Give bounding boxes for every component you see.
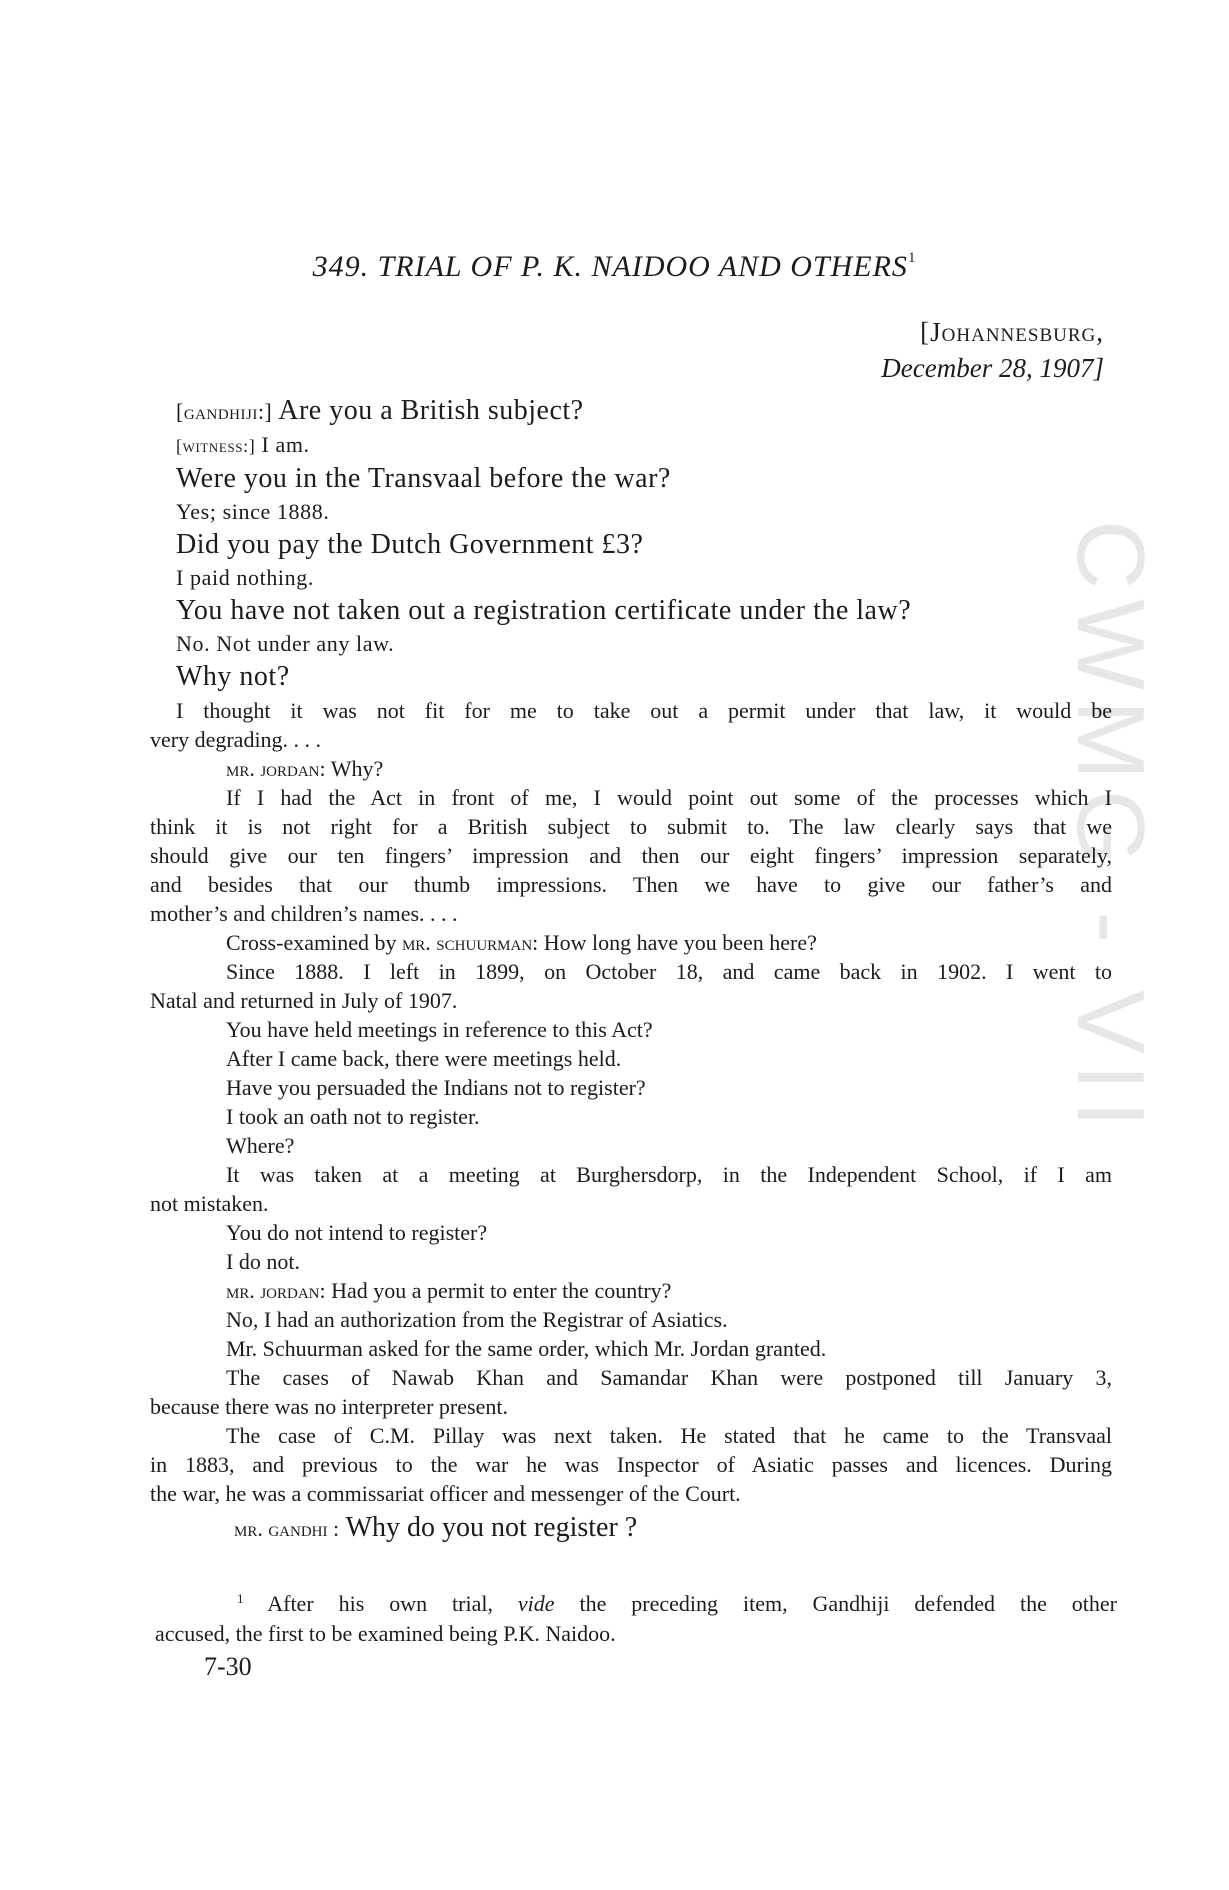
- footnote-italic: vide: [517, 1591, 555, 1616]
- paragraph-18-line-3: the war, he was a commissariat officer and messenger of the Court.: [150, 1481, 741, 1506]
- paragraph-3-line-5: mother’s and children’s names. . . .: [150, 901, 458, 926]
- page-folio: 7-30: [204, 1652, 252, 1681]
- footnote-text: the preceding item, Gandhiji defended the other: [579, 1591, 1118, 1616]
- paragraph-5-line-2: Natal and returned in July of 1907.: [150, 988, 458, 1013]
- trial-transcript: [152, 392, 1112, 1549]
- paragraph-19: [150, 1508, 1112, 1549]
- paragraph-10: Where?: [226, 1133, 295, 1158]
- footnote-line-1: [155, 1584, 1117, 1619]
- paragraph-18-line-2: in 1883, and previous to the war he was Inspector of Asiatic passes and licences. During: [150, 1452, 1112, 1477]
- paragraph-17-line-1: The cases of Nawab Khan and Samandar Khan were postponed till January 3,: [226, 1365, 1112, 1390]
- answer-4: No. Not under any law.: [176, 631, 395, 656]
- paragraph-text: How long have you been here?: [543, 930, 817, 955]
- paragraph-8: Have you persuaded the Indians not to register?: [226, 1075, 646, 1100]
- paragraph-7: After I came back, there were meetings held.: [226, 1046, 622, 1071]
- speaker-label: mr. jordan:: [226, 756, 326, 781]
- footnote-text: After his own trial,: [267, 1591, 493, 1616]
- watermark: CWMG - VII: [1057, 520, 1164, 1138]
- question-1: [152, 392, 1112, 431]
- paragraph-5-line-1: Since 1888. I left in 1899, on October 18, and came back in 1902. I went to: [226, 959, 1112, 984]
- paragraph-3-line-2: think it is not right for a British subject to submit to. The law clearly says that we: [150, 814, 1112, 839]
- question-2: Were you in the Transvaal before the war?: [176, 463, 671, 494]
- paragraph-1-line-1: I thought it was not fit for me to take out a permit under that law, it would be: [176, 698, 1112, 723]
- paragraph-text: Had you a permit to enter the country?: [331, 1278, 672, 1303]
- speaker-label: [witness:]: [176, 436, 256, 456]
- paragraph-11-line-1: It was taken at a meeting at Burghersdorp, in the Independent School, if I am: [226, 1162, 1112, 1187]
- speaker-label: mr. gandhi :: [234, 1516, 340, 1541]
- question-text: Are you a British subject?: [278, 395, 584, 426]
- speaker-label: mr. schuurman:: [401, 930, 539, 955]
- paragraph-17-line-2: because there was no interpreter present.: [150, 1394, 508, 1419]
- paragraph-1-line-2: very degrading. . . .: [150, 727, 322, 752]
- paragraph-6: You have held meetings in reference to this Act?: [226, 1017, 653, 1042]
- question-3: Did you pay the Dutch Government £3?: [176, 529, 644, 560]
- title-text: 349. TRIAL OF P. K. NAIDOO AND OTHERS: [312, 250, 908, 283]
- paragraph-15: No, I had an authorization from the Registrar of Asiatics.: [226, 1307, 728, 1332]
- place-city: [Johannesburg,: [920, 317, 1104, 347]
- question-5: Why not?: [176, 661, 290, 692]
- title-footnote-mark: 1: [907, 250, 917, 266]
- place-date-text: December 28, 1907]: [881, 353, 1104, 383]
- page-title: [0, 250, 1229, 284]
- paragraph-3-line-1: If I had the Act in front of me, I would point out some of the processes which I: [226, 785, 1112, 810]
- paragraph-18-line-1: The case of C.M. Pillay was next taken. He stated that he came to the Transvaal: [226, 1423, 1112, 1448]
- footnote: [155, 1584, 1117, 1649]
- paragraph-14: [150, 1276, 1112, 1305]
- speaker-label: [gandhiji:]: [176, 399, 273, 424]
- answer-1: [152, 431, 1112, 460]
- paragraph-13: I do not.: [226, 1249, 300, 1274]
- paragraph-12: You do not intend to register?: [226, 1220, 488, 1245]
- paragraph-text: Why?: [330, 756, 384, 781]
- footnote-line-2: accused, the first to be examined being P.K. Naidoo.: [155, 1621, 616, 1646]
- answer-2: Yes; since 1888.: [176, 499, 330, 524]
- speaker-label: mr. jordan:: [226, 1278, 326, 1303]
- paragraph-4: [150, 928, 1112, 957]
- place-date: [881, 314, 1104, 386]
- question-4: You have not taken out a registration certificate under the law?: [176, 595, 912, 626]
- paragraph-9: I took an oath not to register.: [226, 1104, 480, 1129]
- paragraph-3-line-3: should give our ten fingers’ impression and then our eight fingers’ impression separately,: [150, 843, 1112, 868]
- paragraph-3-line-4: and besides that our thumb impressions. Then we have to give our father’s and: [150, 872, 1112, 897]
- answer-3: I paid nothing.: [176, 565, 314, 590]
- paragraph-2: [150, 754, 1112, 783]
- paragraph-11-line-2: not mistaken.: [150, 1191, 269, 1216]
- footnote-mark: 1: [237, 1591, 244, 1606]
- paragraph-text: Cross-examined by: [226, 930, 397, 955]
- question-text: Why do you not register ?: [345, 1512, 638, 1543]
- answer-text: I am.: [261, 432, 310, 457]
- paragraph-16: Mr. Schuurman asked for the same order, which Mr. Jordan granted.: [226, 1336, 827, 1361]
